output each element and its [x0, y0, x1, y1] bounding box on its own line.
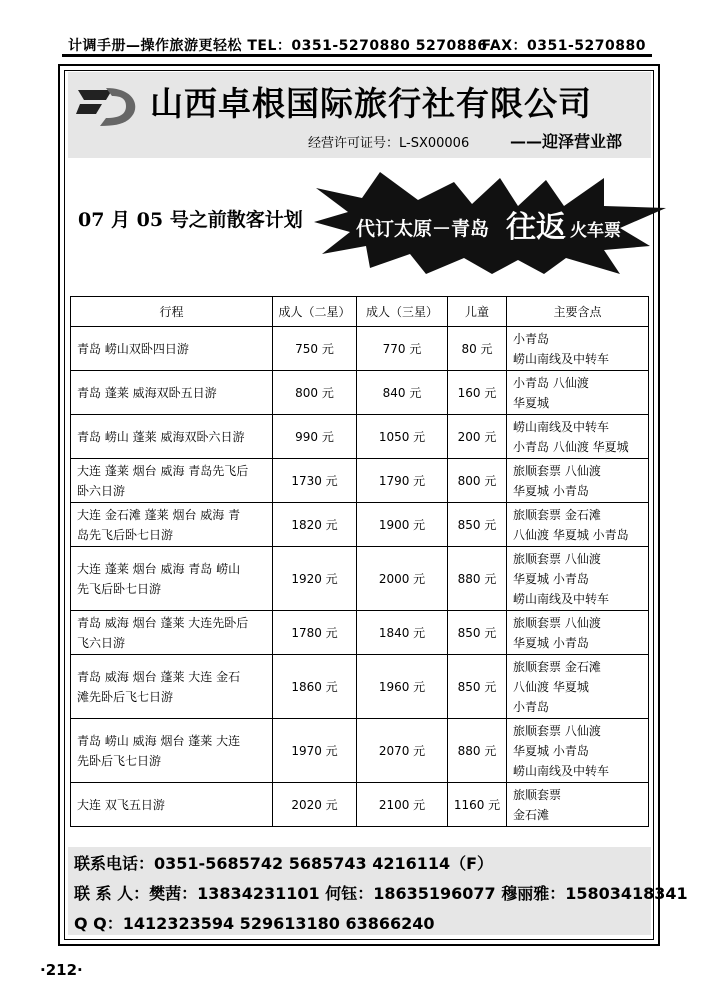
ticket-roundtrip-text: 往返: [506, 210, 566, 245]
child-price: 880 元: [448, 719, 507, 783]
sites-cell: [507, 719, 649, 783]
sites-cell: [507, 415, 649, 459]
ticket-route-text: 代订太原－青岛: [356, 218, 490, 240]
table-row: [71, 415, 649, 459]
adult-3star-price: 1900 元: [357, 503, 448, 547]
site-text: 旅顺套票 八仙渡: [513, 723, 601, 738]
route-cell: [71, 503, 273, 547]
adult-2star-price: 1860 元: [273, 655, 357, 719]
child-price: 850 元: [448, 611, 507, 655]
header-adult-3star: 成人（三星）: [357, 297, 448, 327]
adult-3star-price: 2100 元: [357, 783, 448, 827]
route-cell: [71, 371, 273, 415]
adult-2star-price: 1970 元: [273, 719, 357, 783]
child-price: 160 元: [448, 371, 507, 415]
adult-3star-price: 2070 元: [357, 719, 448, 783]
sites-cell: [507, 327, 649, 371]
plan-title: 07 月 05 号之前散客计划: [78, 209, 303, 231]
qq-label: Q Q：: [74, 914, 123, 933]
page-number: ·212·: [40, 961, 83, 979]
adult-3star-price: 840 元: [357, 371, 448, 415]
sites-cell: [507, 371, 649, 415]
site-text: 旅顺套票 金石滩: [513, 507, 601, 522]
child-price: 200 元: [448, 415, 507, 459]
sites-cell: [507, 783, 649, 827]
adult-2star-price: 750 元: [273, 327, 357, 371]
route-cell: [71, 611, 273, 655]
route-text: 青岛 威海 烟台 蓬莱 大连 金石: [77, 669, 241, 684]
route-text: 青岛 崂山双卧四日游: [77, 341, 189, 356]
adult-2star-price: 1920 元: [273, 547, 357, 611]
company-header: [68, 72, 651, 158]
contact-person-line: [74, 881, 688, 904]
license-number: 经营许可证号：L-SX00006: [308, 136, 470, 151]
person-list: 樊茜：13834231101 何钰：18635196077 穆丽雅：15803418341: [149, 884, 688, 903]
table-row: [71, 371, 649, 415]
adult-2star-price: 800 元: [273, 371, 357, 415]
adult-3star-price: 1050 元: [357, 415, 448, 459]
site-text: 崂山南线及中转车: [513, 419, 610, 434]
adult-2star-price: 2020 元: [273, 783, 357, 827]
route-text: 滩先卧后飞七日游: [77, 689, 174, 704]
route-cell: [71, 719, 273, 783]
route-text: 大连 双飞五日游: [77, 797, 165, 812]
header-child: 儿童: [448, 297, 507, 327]
site-text: 八仙渡 华夏城 小青岛: [513, 527, 629, 542]
sites-cell: [507, 611, 649, 655]
site-text: 旅顺套票 八仙渡: [513, 463, 601, 478]
table-row: [71, 719, 649, 783]
company-logo-icon: [76, 82, 142, 130]
route-text: 飞六日游: [77, 635, 126, 650]
site-text: 八仙渡 华夏城: [513, 679, 589, 694]
site-text: 华夏城 小青岛: [513, 635, 589, 650]
phone-label: 联系电话：: [74, 854, 155, 873]
child-price: 850 元: [448, 655, 507, 719]
table-row: [71, 459, 649, 503]
route-text: 岛先飞后卧七日游: [77, 527, 174, 542]
site-text: 华夏城: [513, 395, 550, 410]
site-text: 旅顺套票 八仙渡: [513, 615, 601, 630]
site-text: 旅顺套票 金石滩: [513, 659, 601, 674]
site-text: 小青岛 八仙渡: [513, 375, 589, 390]
header-route: 行程: [71, 297, 273, 327]
top-bar-contact: 计调手册—操作旅游更轻松 TEL：0351-5270880 5270886: [68, 38, 488, 54]
contact-phone-line: [74, 851, 493, 874]
child-price: 80 元: [448, 327, 507, 371]
adult-3star-price: 2000 元: [357, 547, 448, 611]
route-text: 先卧后飞七日游: [77, 753, 162, 768]
adult-3star-price: 1790 元: [357, 459, 448, 503]
route-text: 青岛 崂山 威海 烟台 蓬莱 大连: [77, 733, 241, 748]
site-text: 崂山南线及中转车: [513, 591, 610, 606]
header-adult-2star: 成人（二星）: [273, 297, 357, 327]
child-price: 1160 元: [448, 783, 507, 827]
site-text: 旅顺套票 八仙渡: [513, 551, 601, 566]
site-text: 小青岛 八仙渡 华夏城: [513, 439, 629, 454]
adult-3star-price: 770 元: [357, 327, 448, 371]
child-price: 880 元: [448, 547, 507, 611]
site-text: 旅顺套票: [513, 787, 562, 802]
header-sites: 主要含点: [507, 297, 649, 327]
route-cell: [71, 655, 273, 719]
table-row: [71, 655, 649, 719]
tour-price-table: [70, 296, 649, 827]
route-text: 青岛 蓬莱 威海双卧五日游: [77, 385, 217, 400]
route-cell: [71, 547, 273, 611]
site-text: 小青岛: [513, 331, 550, 346]
site-text: 华夏城 小青岛: [513, 571, 589, 586]
table-row: [71, 327, 649, 371]
sites-cell: [507, 459, 649, 503]
adult-3star-price: 1960 元: [357, 655, 448, 719]
site-text: 崂山南线及中转车: [513, 763, 610, 778]
site-text: 华夏城 小青岛: [513, 743, 589, 758]
sites-cell: [507, 547, 649, 611]
route-text: 大连 蓬莱 烟台 威海 青岛 崂山: [77, 561, 241, 576]
sites-cell: [507, 655, 649, 719]
site-text: 金石滩: [513, 807, 550, 822]
table-row: [71, 783, 649, 827]
top-bar: [62, 34, 652, 57]
table-row: [71, 547, 649, 611]
table-row: [71, 503, 649, 547]
route-text: 先飞后卧七日游: [77, 581, 162, 596]
route-text: 青岛 崂山 蓬莱 威海双卧六日游: [77, 429, 245, 444]
table-row: [71, 611, 649, 655]
top-bar-fax: FAX：0351-5270880: [481, 38, 646, 54]
child-price: 800 元: [448, 459, 507, 503]
company-name: 山西卓根国际旅行社有限公司: [150, 84, 592, 123]
route-text: 卧六日游: [77, 483, 126, 498]
ticket-train-text: 火车票: [570, 221, 621, 241]
sites-cell: [507, 503, 649, 547]
table-header-row: [71, 297, 649, 327]
route-cell: [71, 459, 273, 503]
route-cell: [71, 415, 273, 459]
site-text: 崂山南线及中转车: [513, 351, 610, 366]
contact-box: [68, 847, 688, 935]
route-text: 青岛 威海 烟台 蓬莱 大连先卧后: [77, 615, 249, 630]
phone-numbers: 0351-5685742 5685743 4216114（F）: [154, 854, 494, 873]
child-price: 850 元: [448, 503, 507, 547]
route-text: 大连 金石滩 蓬莱 烟台 威海 青: [77, 507, 241, 522]
route-cell: [71, 783, 273, 827]
adult-3star-price: 1840 元: [357, 611, 448, 655]
adult-2star-price: 1780 元: [273, 611, 357, 655]
adult-2star-price: 1820 元: [273, 503, 357, 547]
branch-name: ——迎泽营业部: [510, 132, 623, 151]
adult-2star-price: 990 元: [273, 415, 357, 459]
route-cell: [71, 327, 273, 371]
qq-numbers: 1412323594 529613180 63866240: [122, 914, 435, 933]
person-label: 联 系 人：: [74, 884, 150, 903]
adult-2star-price: 1730 元: [273, 459, 357, 503]
site-text: 小青岛: [513, 699, 550, 714]
route-text: 大连 蓬莱 烟台 威海 青岛先飞后: [77, 463, 249, 478]
contact-qq-line: [74, 911, 435, 934]
site-text: 华夏城 小青岛: [513, 483, 589, 498]
